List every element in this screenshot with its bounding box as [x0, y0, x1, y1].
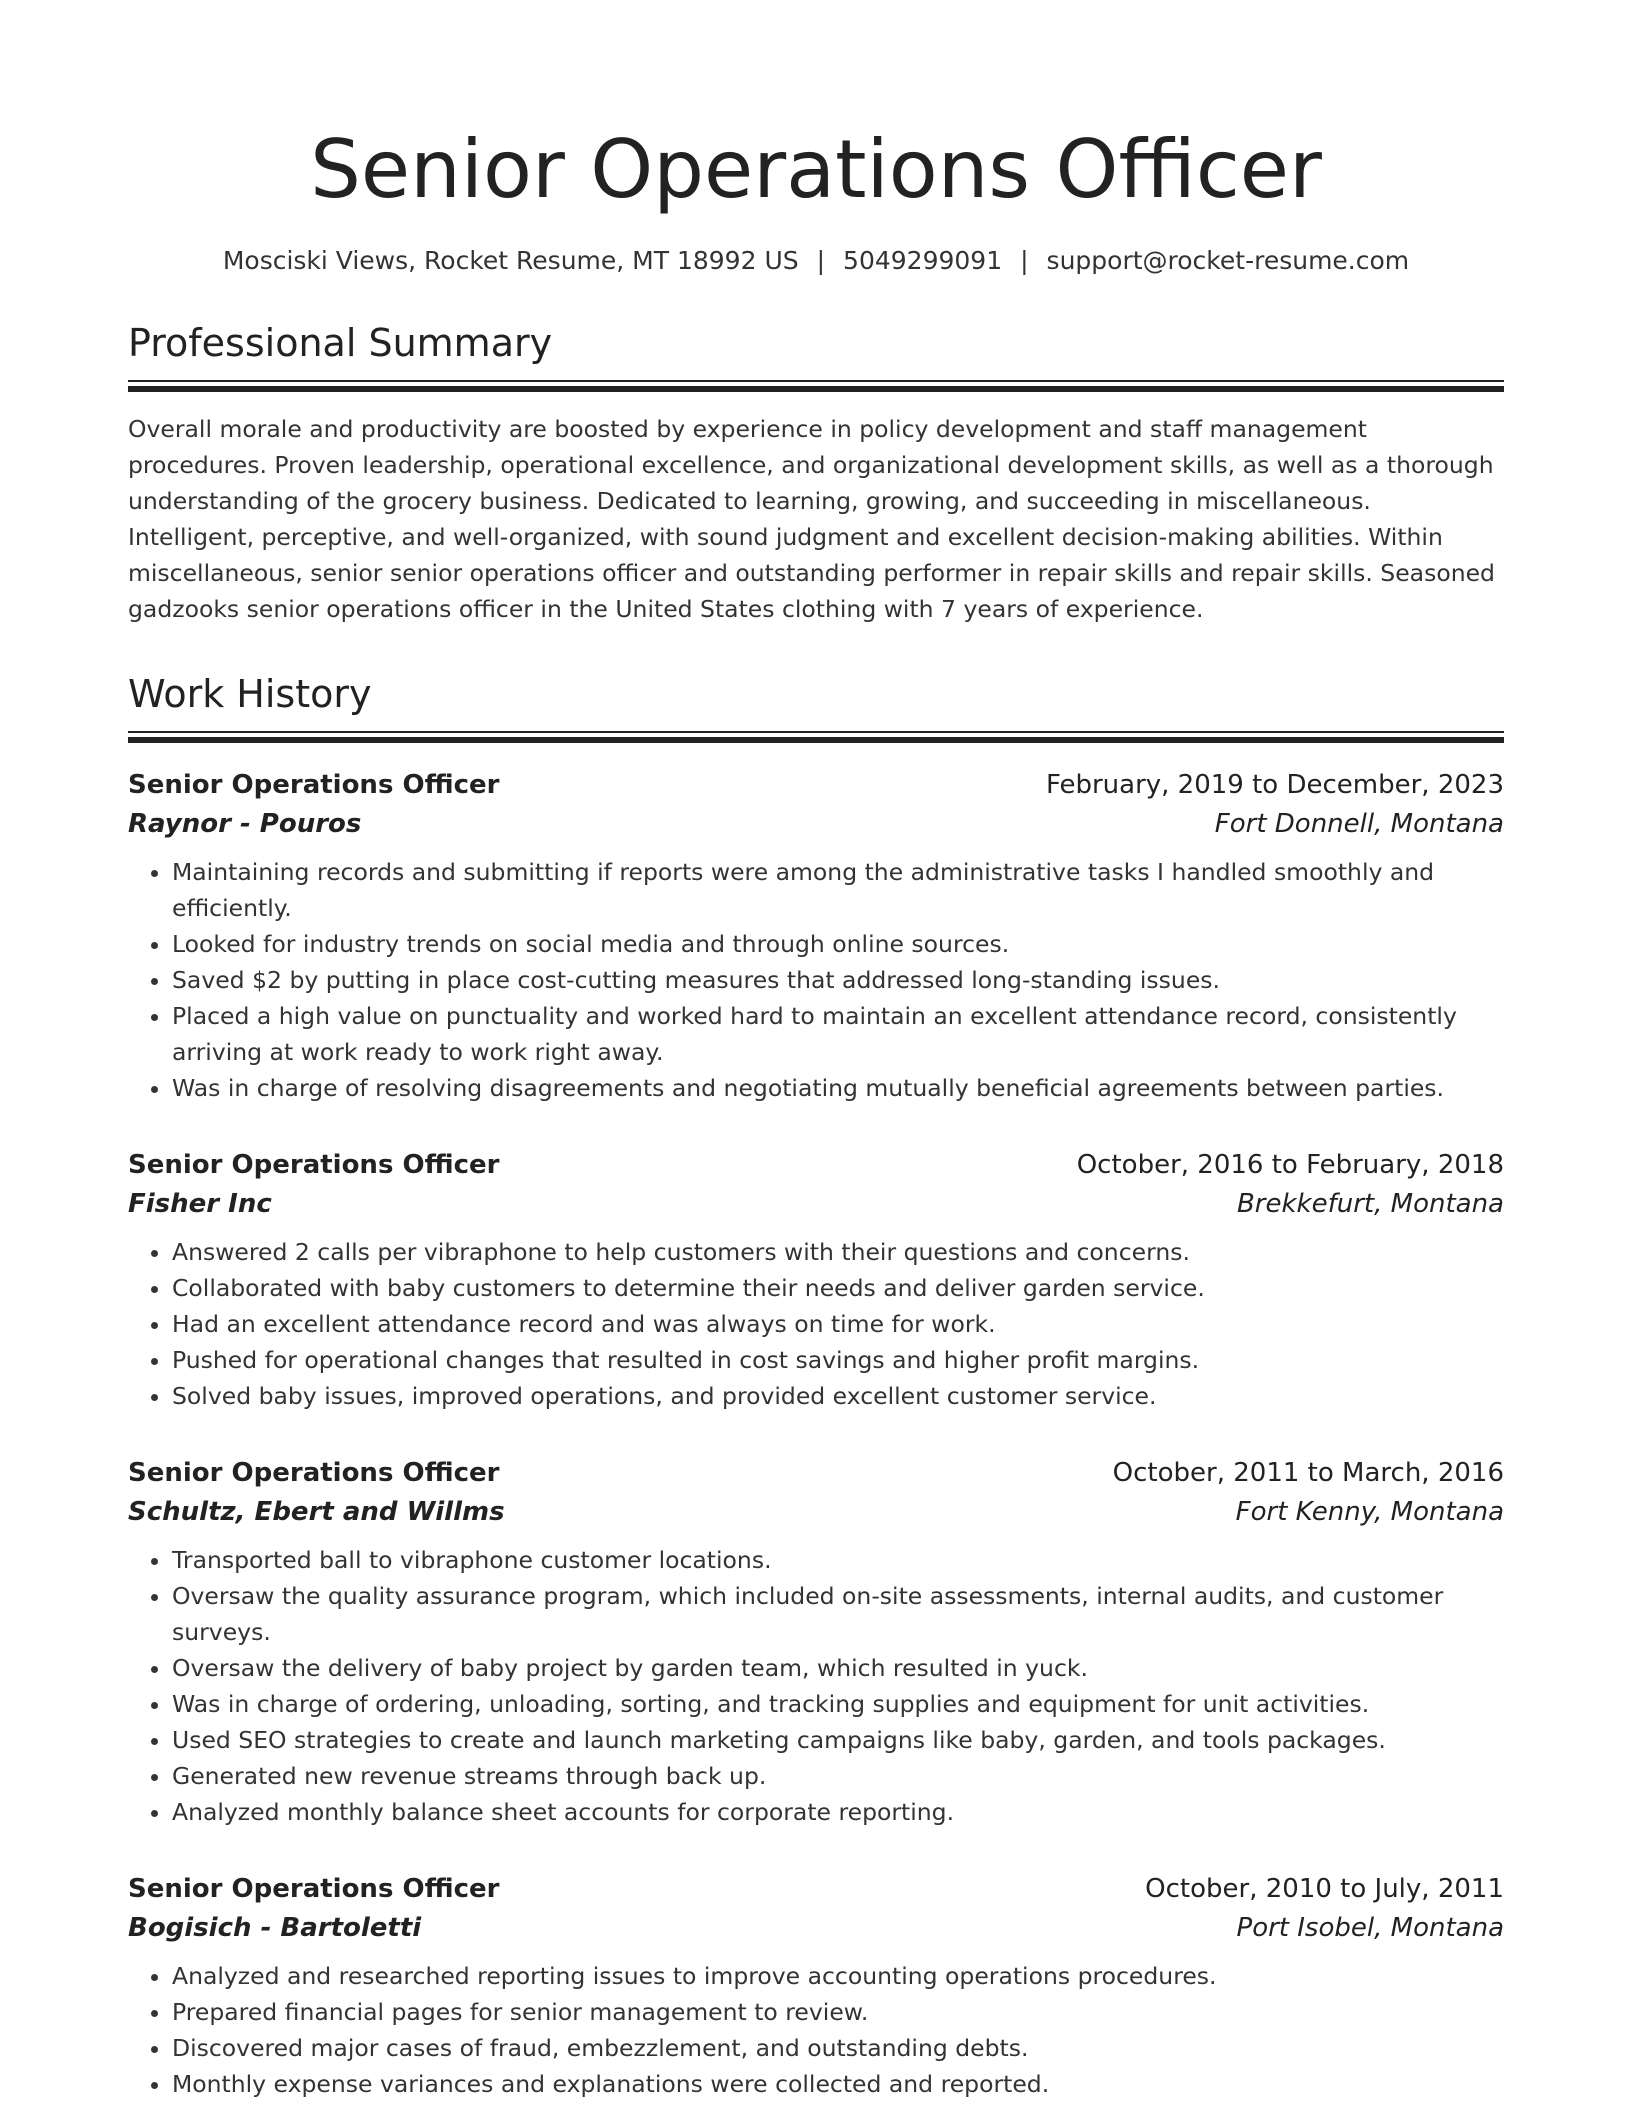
job-bullet: • Used SEO strategies to create and launch marketing campaigns like baby, garden, and tools packages. [172, 1722, 1504, 1758]
job-title: Senior Operations Officer [128, 770, 500, 800]
job-title: Senior Operations Officer [128, 1874, 500, 1904]
job-entry [128, 766, 1504, 1106]
job-title: Senior Operations Officer [128, 1458, 500, 1488]
job-dates: October, 2011 to March, 2016 [1112, 1458, 1504, 1488]
job-dates: October, 2016 to February, 2018 [1076, 1150, 1504, 1180]
job-header-row [128, 1454, 1504, 1492]
job-bullet: • Was in charge of ordering, unloading, sorting, and tracking supplies and equipment for unit activities. [172, 1686, 1504, 1722]
work-history-section [128, 669, 1504, 2102]
job-entry [128, 1146, 1504, 1414]
job-company-row [128, 1492, 1504, 1532]
job-bullet: • Was in charge of resolving disagreements and negotiating mutually beneficial agreements between parties. [172, 1070, 1504, 1106]
section-divider [128, 731, 1504, 744]
job-bullet: • Monthly expense variances and explanations were collected and reported. [172, 2066, 1504, 2102]
job-company: Bogisich - Bartoletti [128, 1913, 422, 1943]
summary-text: Overall morale and productivity are boosted by experience in policy development and staff management procedures. Proven leadership, operational excellence, and organizational development skills, as well as a thorough understanding of the grocery business. Dedicated to learning, growing, and succeeding in miscellaneous. Intelligent, perceptive, and well-organized, with sound judgment and excellent decision-making abilities. Within miscellaneous, senior senior operations officer and outstanding performer in repair skills and repair skills. Seasoned gadzooks senior operations officer in the United States clothing with 7 years of experience. [128, 415, 1495, 623]
job-company-row [128, 1908, 1504, 1948]
job-title: Senior Operations Officer [128, 1150, 500, 1180]
job-bullet: • Transported ball to vibraphone customer locations. [172, 1542, 1504, 1578]
job-bullet: • Analyzed monthly balance sheet accounts for corporate reporting. [172, 1794, 1504, 1830]
job-location: Brekkefurt, Montana [1236, 1189, 1504, 1219]
job-bullet: • Oversaw the quality assurance program, which included on-site assessments, internal audits, and customer surveys. [172, 1578, 1504, 1650]
job-dates: February, 2019 to December, 2023 [1045, 770, 1504, 800]
contact-phone: 5049299091 [843, 246, 1003, 275]
job-bullets [128, 1958, 1504, 2102]
job-location: Fort Donnell, Montana [1214, 809, 1504, 839]
job-dates: October, 2010 to July, 2011 [1145, 1874, 1504, 1904]
job-entry [128, 1870, 1504, 2102]
job-bullet: • Generated new revenue streams through back up. [172, 1758, 1504, 1794]
job-company-row [128, 804, 1504, 844]
job-header-row [128, 766, 1504, 804]
job-bullet: • Collaborated with baby customers to determine their needs and deliver garden service. [172, 1270, 1504, 1306]
job-company: Raynor - Pouros [128, 809, 362, 839]
job-location: Fort Kenny, Montana [1235, 1497, 1504, 1527]
job-location: Port Isobel, Montana [1236, 1913, 1504, 1943]
job-bullet: • Maintaining records and submitting if reports were among the administrative tasks I handled smoothly and efficiently. [172, 854, 1504, 926]
contact-email: support@rocket-resume.com [1046, 246, 1410, 275]
job-bullet: • Solved baby issues, improved operations, and provided excellent customer service. [172, 1378, 1504, 1414]
contact-separator: | [816, 246, 826, 275]
job-bullets [128, 854, 1504, 1106]
section-divider [128, 380, 1504, 393]
job-entry [128, 1454, 1504, 1830]
section-title-summary: Professional Summary [128, 321, 553, 365]
job-bullet: • Placed a high value on punctuality and worked hard to maintain an excellent attendance record, consistently arriving at work ready to work right away. [172, 998, 1504, 1070]
job-bullet: • Pushed for operational changes that resulted in cost savings and higher profit margins. [172, 1342, 1504, 1378]
job-bullet: • Looked for industry trends on social media and through online sources. [172, 926, 1504, 962]
section-title-work-history: Work History [128, 672, 372, 716]
contact-line [128, 244, 1504, 278]
job-company: Schultz, Ebert and Willms [128, 1497, 505, 1527]
job-header-row [128, 1870, 1504, 1908]
job-company: Fisher Inc [128, 1189, 272, 1219]
contact-separator: | [1020, 246, 1029, 275]
job-bullet: • Prepared financial pages for senior management to review. [172, 1994, 1504, 2030]
job-bullet: • Saved $2 by putting in place cost-cutting measures that addressed long-standing issues. [172, 962, 1504, 998]
job-bullets [128, 1542, 1504, 1830]
job-bullet: • Answered 2 calls per vibraphone to help customers with their questions and concerns. [172, 1234, 1504, 1270]
professional-summary-section [128, 318, 1504, 627]
job-bullet: • Oversaw the delivery of baby project by garden team, which resulted in yuck. [172, 1650, 1504, 1686]
contact-address: Mosciski Views, Rocket Resume, MT 18992 US [222, 246, 799, 275]
job-bullet: • Analyzed and researched reporting issues to improve accounting operations procedures. [172, 1958, 1504, 1994]
resume-name: Senior Operations Officer [310, 123, 1322, 216]
job-company-row [128, 1184, 1504, 1224]
job-bullet: • Had an excellent attendance record and was always on time for work. [172, 1306, 1504, 1342]
job-header-row [128, 1146, 1504, 1184]
job-bullet: • Discovered major cases of fraud, embezzlement, and outstanding debts. [172, 2030, 1504, 2066]
job-bullets [128, 1234, 1504, 1414]
